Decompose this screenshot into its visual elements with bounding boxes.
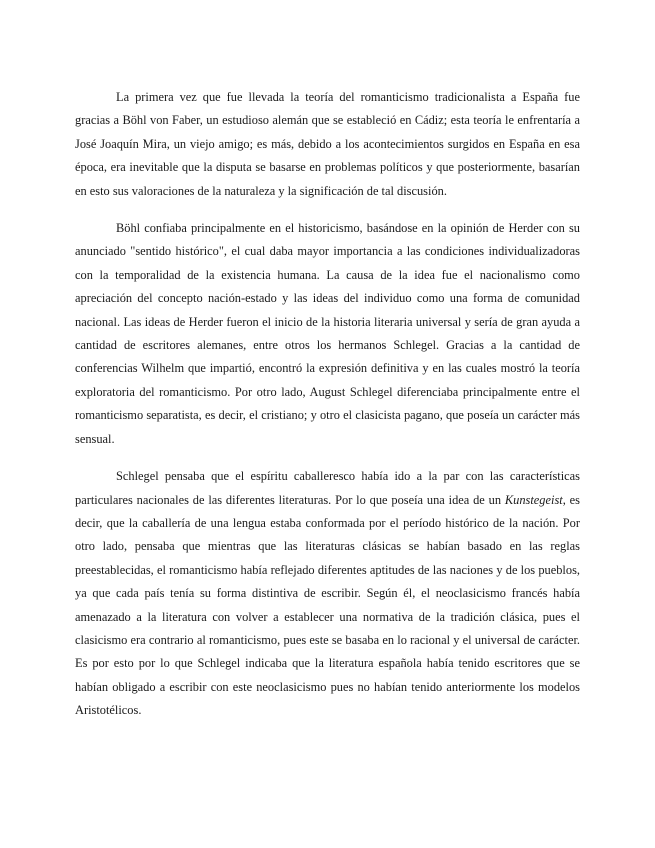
paragraph-1-text: La primera vez que fue llevada la teoría del romanticismo tradicionalista a España fue gracias a Böhl von Faber, un estudioso alemán que se estableció en Cádiz; esta teoría le enfrentaría a José Joaquín Mira, un viejo amigo; es más, debido a los acontecimientos surgidos en España en esa época, era inevitable que la disputa se basarse en problemas políticos y que posteriormente, basarían en esto sus valoraciones de la naturaleza y la significación de tal discusión. — [75, 90, 580, 198]
document-body — [75, 86, 580, 723]
paragraph-3-text-before: Schlegel pensaba que el espíritu caballeresco había ido a la par con las características particulares nacionales de las diferentes literaturas. Por lo que poseía una idea de un — [75, 469, 580, 507]
paragraph-2-text: Böhl confiaba principalmente en el historicismo, basándose en la opinión de Herder con su anunciado "sentido histórico", el cual daba mayor importancia a las condiciones individualizadoras con la temporalidad de la existencia humana. La causa de la idea fue el nacionalismo como apreciación del concepto nación-estado y las ideas del individuo como una forma de comunidad nacional. Las ideas de Herder fueron el inicio de la historia literaria universal y sería de gran ayuda a cantidad de escritores alemanes, entre otros los hermanos Schlegel. Gracias a la cantidad de conferencias Wilhelm que impartió, encontró la expresión definitiva y en las cuales mostró la teoría exploratoria del romanticismo. Por otro lado, August Schlegel diferenciaba principalmente entre el romanticismo separatista, es decir, el cristiano; y otro el clasicista pagano, que poseía un carácter más sensual. — [75, 221, 580, 446]
paragraph-1 — [75, 86, 580, 203]
paragraph-3 — [75, 465, 580, 722]
paragraph-3-text-after: , es decir, que la caballería de una lengua estaba conformada por el período histórico de la nación. Por otro lado, pensaba que mientras que las literaturas clásicas se habían basado en las reglas preestablecidas, el romanticismo había reflejado diferentes aptitudes de las naciones y de los pueblos, ya que cada país tenía su forma distintiva de escribir. Según él, el neoclasicismo francés había amenazado a la literatura con volver a establecer una normativa de la tradición clásica, pues el clasicismo era contrario al romanticismo, pues este se basaba en lo racional y el universal de carácter. Es por esto por lo que Schlegel indicaba que la literatura española había tenido escritores que se habían obligado a escribir con este neoclasicismo pues no habían tenido anteriormente los modelos Aristotélicos. — [75, 492, 580, 718]
paragraph-2 — [75, 217, 580, 451]
paragraph-3-italic-term: Kunstegeist — [504, 492, 563, 507]
